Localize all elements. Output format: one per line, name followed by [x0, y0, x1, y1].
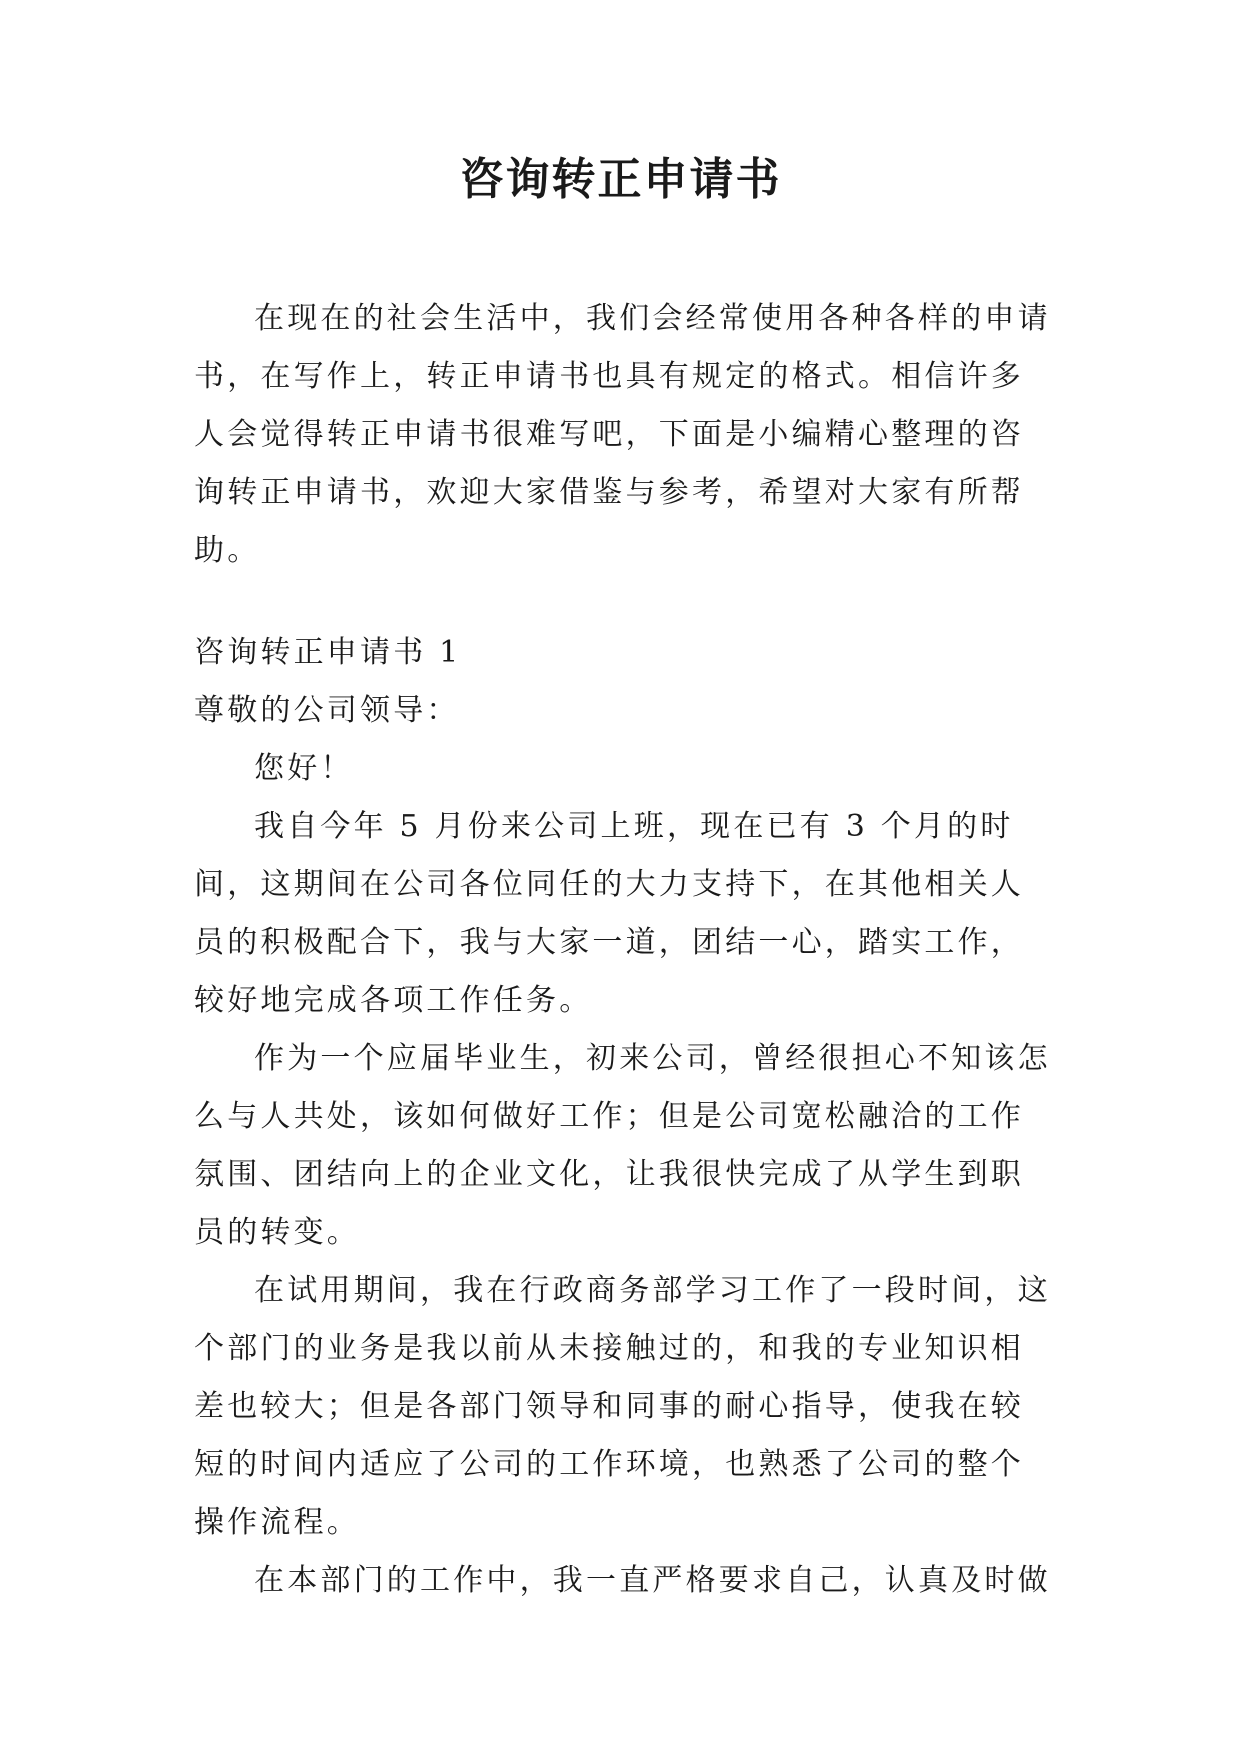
body-paragraph-1: 我自今年 5 月份来公司上班，现在已有 3 个月的时间，这期间在公司各位同任的大力支持下，在其他相关人员的积极配合下，我与大家一道，团结一心，踏实工作，较好地完成各项工作任务。	[194, 809, 1024, 1018]
greeting: 您好！	[254, 751, 354, 786]
section-heading: 咨询转正申请书 1	[194, 635, 462, 670]
intro-paragraph: 在现在的社会生活中，我们会经常使用各种各样的申请书，在写作上，转正申请书也具有规定的格式。相信许多人会觉得转正申请书很难写吧，下面是小编精心整理的咨询转正申请书，欢迎大家借鉴与参考，希望对大家有所帮助。	[194, 301, 1051, 568]
document-title: 咨询转正申请书	[459, 154, 782, 205]
salutation: 尊敬的公司领导：	[194, 693, 460, 728]
body-paragraph-2: 作为一个应届毕业生，初来公司，曾经很担心不知该怎么与人共处，该如何做好工作；但是公司宽松融洽的工作氛围、团结向上的企业文化，让我很快完成了从学生到职员的转变。	[194, 1041, 1051, 1250]
body-paragraph-3: 在试用期间，我在行政商务部学习工作了一段时间，这个部门的业务是我以前从未接触过的，和我的专业知识相差也较大；但是各部门领导和同事的耐心指导，使我在较短的时间内适应了公司的工作环境，也熟悉了公司的整个操作流程。	[194, 1273, 1051, 1540]
document-body	[194, 290, 1054, 1610]
body-paragraph-4: 在本部门的工作中，我一直严格要求自己，认真及时做	[254, 1563, 1051, 1598]
